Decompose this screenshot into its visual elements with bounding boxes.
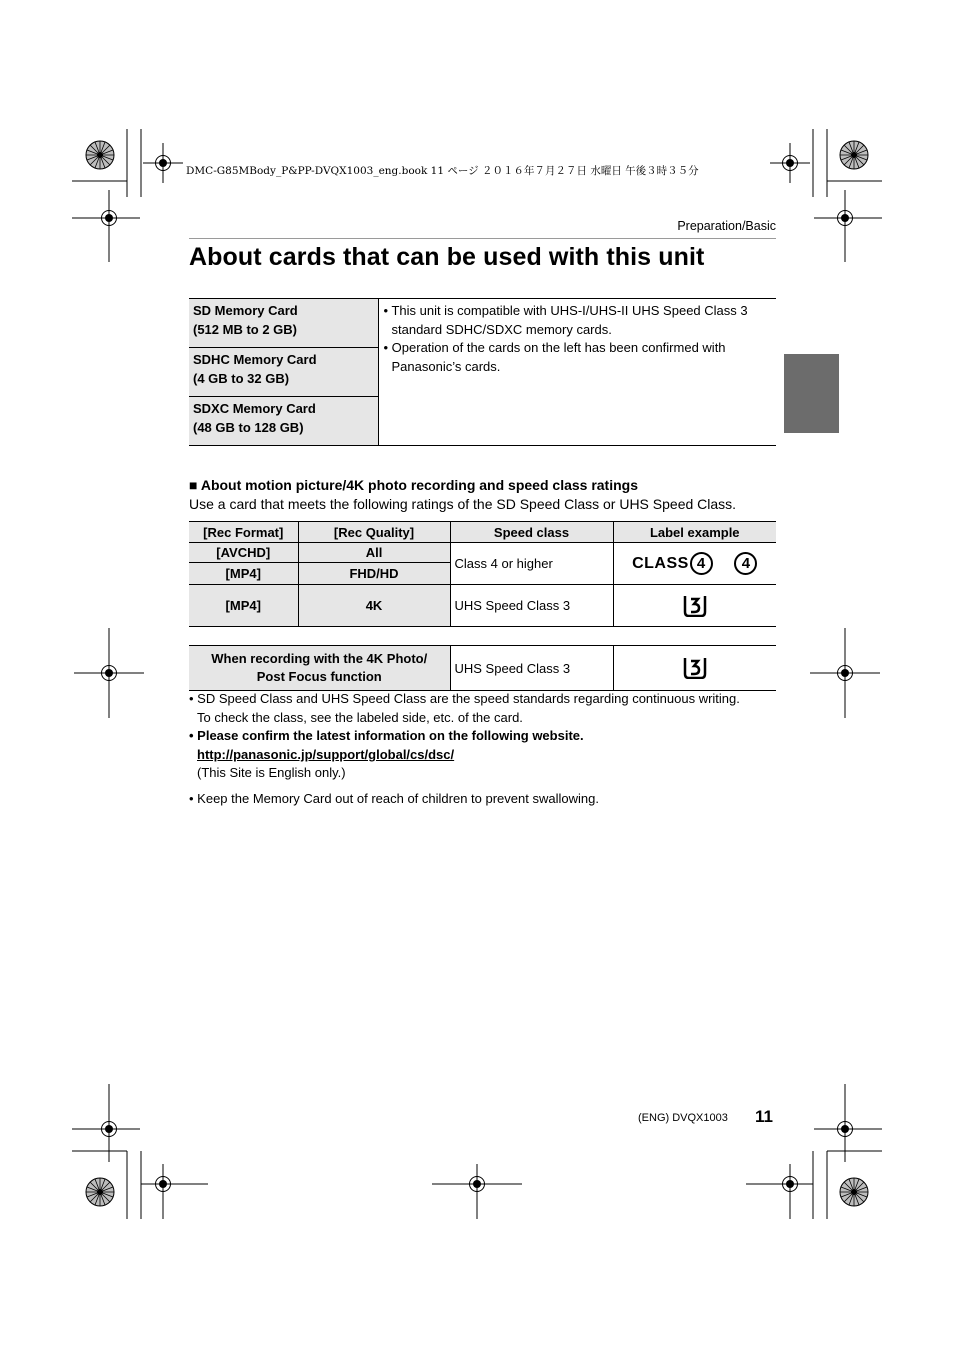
page-title: About cards that can be used with this unit bbox=[189, 243, 705, 271]
section-label: Preparation/Basic bbox=[677, 219, 776, 233]
card-capacity: (48 GB to 128 GB) bbox=[193, 419, 304, 435]
card-name: SDHC Memory Card bbox=[193, 352, 317, 367]
speed-class-cell: Class 4 or higher bbox=[450, 543, 613, 585]
table-row bbox=[189, 543, 776, 563]
document-code: (ENG) DVQX1003 bbox=[638, 1112, 728, 1124]
column-header: Speed class bbox=[450, 522, 613, 543]
uhs3-logo bbox=[683, 595, 707, 617]
photo-mode-table bbox=[189, 645, 776, 691]
card-capacity: (4 GB to 32 GB) bbox=[193, 370, 290, 386]
card-notes-cell bbox=[378, 299, 776, 446]
uhs3-logo bbox=[683, 657, 707, 679]
title-rule bbox=[189, 238, 776, 239]
table-header-row bbox=[189, 522, 776, 543]
speed-class-table bbox=[189, 521, 776, 627]
column-header: Label example bbox=[613, 522, 776, 543]
section-intro: Use a card that meets the following ratings of the SD Speed Class or UHS Speed Class. bbox=[189, 496, 737, 512]
speed-class-cell: UHS Speed Class 3 bbox=[450, 646, 613, 691]
label-example-cell bbox=[613, 585, 776, 627]
recording-mode-cell: When recording with the 4K Photo/ Post Focus function bbox=[189, 646, 450, 691]
print-header: DMC-G85MBody_P&PP-DVQX1003_eng.book 11 ページ ２０１６年７月２７日 水曜日 午後３時３５分 bbox=[186, 165, 699, 177]
card-note: • Operation of the cards on the left has been confirmed with Panasonic’s cards. bbox=[383, 340, 726, 374]
card-name: SD Memory Card bbox=[193, 303, 298, 318]
column-header: [Rec Quality] bbox=[298, 522, 450, 543]
card-name: SDXC Memory Card bbox=[193, 401, 316, 416]
table-row bbox=[189, 299, 776, 348]
rec-format-cell: [AVCHD] bbox=[189, 543, 298, 563]
rec-format-cell: [MP4] bbox=[189, 563, 298, 585]
rec-quality-cell: 4K bbox=[298, 585, 450, 627]
site-language-note: (This Site is English only.) bbox=[197, 765, 346, 780]
label-example-cell bbox=[613, 646, 776, 691]
card-type-table bbox=[189, 298, 776, 446]
class4-circle-logo: 4 bbox=[734, 552, 757, 575]
square-bullet-icon: ■ bbox=[189, 477, 198, 493]
page-number: 11 bbox=[755, 1107, 773, 1126]
column-header: [Rec Format] bbox=[189, 522, 298, 543]
card-type-cell bbox=[189, 299, 378, 348]
rec-quality-cell: FHD/HD bbox=[298, 563, 450, 585]
card-type-cell bbox=[189, 348, 378, 397]
card-note: • This unit is compatible with UHS-I/UHS-II UHS Speed Class 3 standard SDHC/SDXC memory cards. bbox=[383, 303, 748, 337]
card-type-cell bbox=[189, 397, 378, 446]
card-capacity: (512 MB to 2 GB) bbox=[193, 321, 298, 337]
rec-quality-cell: All bbox=[298, 543, 450, 563]
table-row bbox=[189, 646, 776, 691]
class4-logo: CLASS 4 bbox=[632, 552, 713, 575]
note-speed-standards: • SD Speed Class and UHS Speed Class are the speed standards regarding continuous writing. To check the class, see the labeled side, etc. of the card. bbox=[189, 691, 740, 725]
rec-format-cell: [MP4] bbox=[189, 585, 298, 627]
note-website: • Please confirm the latest information on the following website. bbox=[189, 728, 584, 743]
table-row bbox=[189, 585, 776, 627]
note-children: • Keep the Memory Card out of reach of children to prevent swallowing. bbox=[189, 791, 599, 806]
section-heading: ■ About motion picture/4K photo recording and speed class ratings bbox=[189, 477, 639, 493]
support-website-link[interactable]: http://panasonic.jp/support/global/cs/dsc/ bbox=[197, 747, 455, 762]
label-example-cell bbox=[613, 543, 776, 585]
speed-class-cell: UHS Speed Class 3 bbox=[450, 585, 613, 627]
chapter-tab bbox=[784, 354, 839, 433]
